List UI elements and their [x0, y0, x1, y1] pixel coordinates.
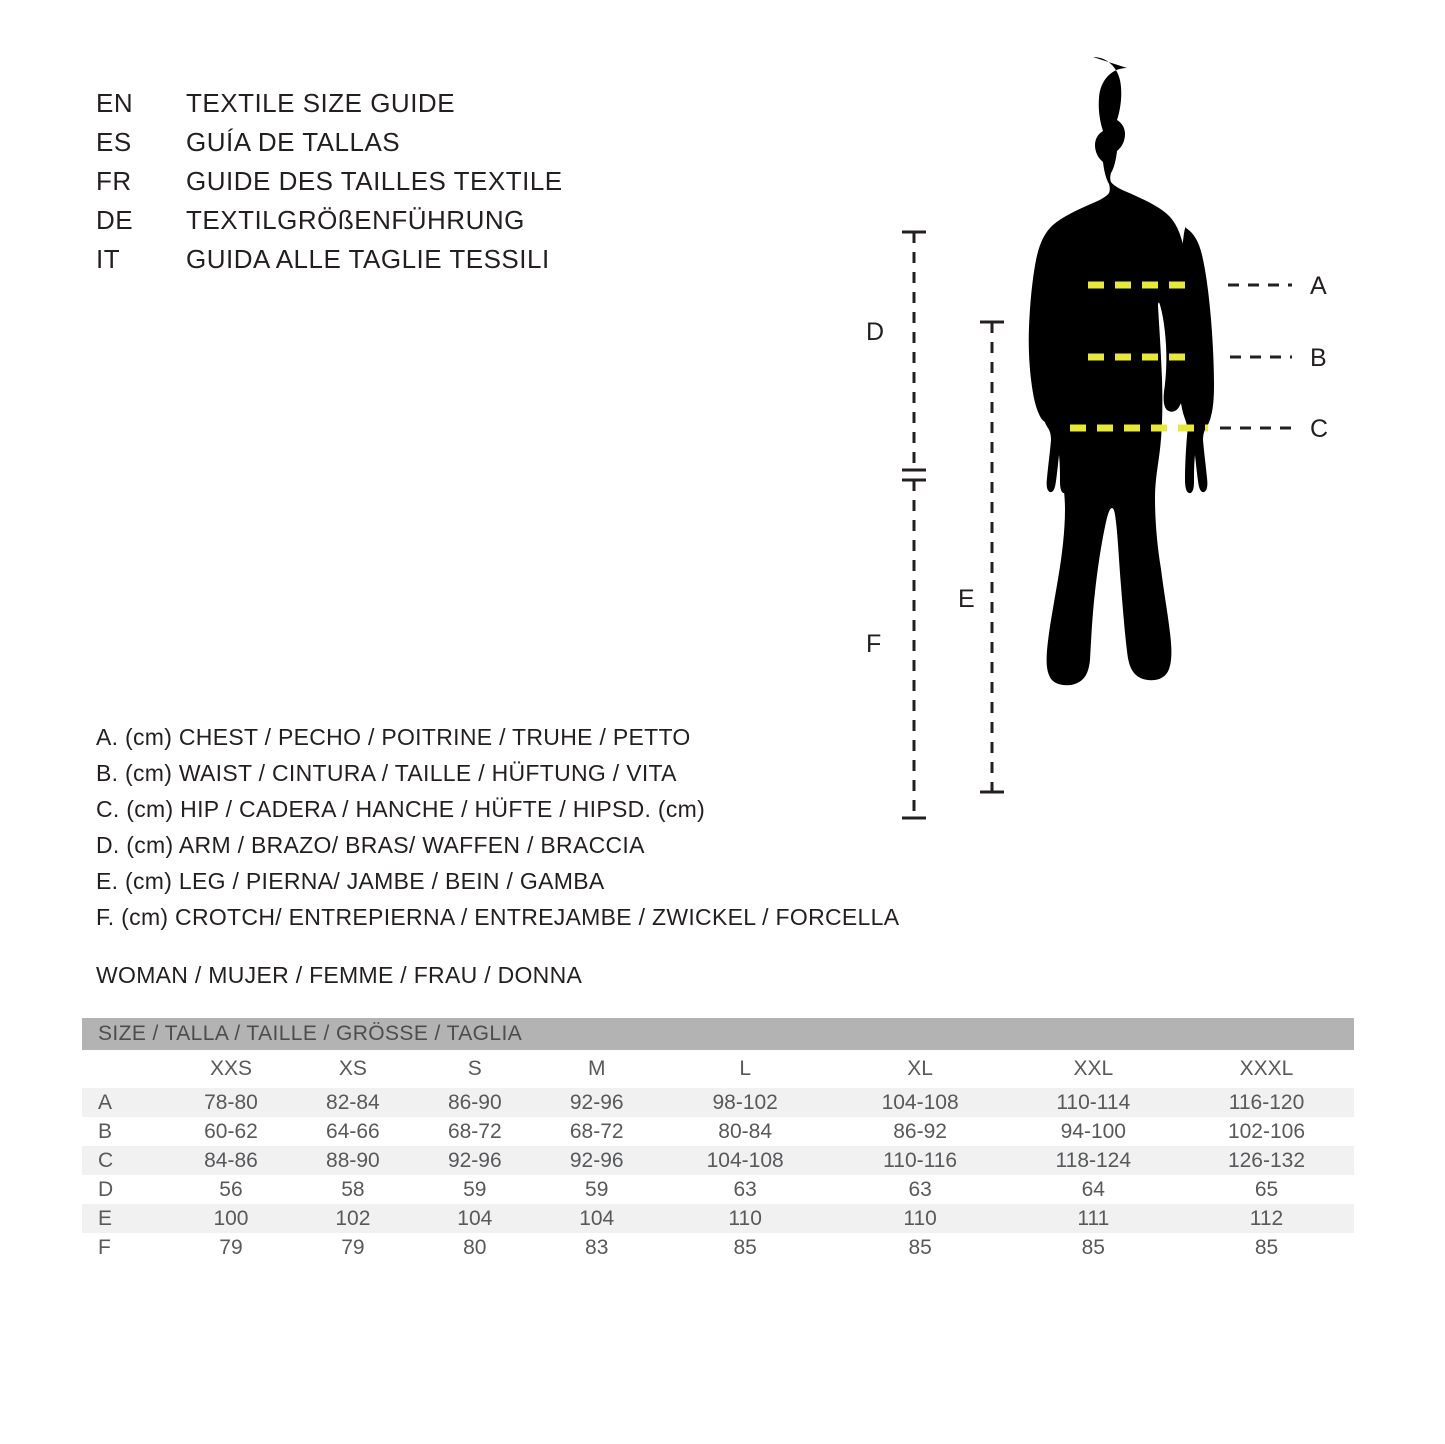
legend-item-e: E. (cm) LEG / PIERNA/ JAMBE / BEIN / GAMBA	[96, 868, 605, 894]
callout-label-c: C	[1310, 415, 1329, 443]
language-code: IT	[96, 244, 121, 274]
cell-c-s: 92-96	[414, 1146, 536, 1175]
cell-f-xxl: 85	[1008, 1233, 1179, 1262]
table-row	[82, 1175, 1354, 1204]
corner-cell	[82, 1050, 170, 1088]
language-code: DE	[96, 205, 134, 235]
cell-a-xxs: 78-80	[170, 1088, 292, 1117]
language-title: GUIDE DES TAILLES TEXTILE	[186, 166, 563, 196]
cell-f-xxs: 79	[170, 1233, 292, 1262]
cell-c-xxl: 118-124	[1008, 1146, 1179, 1175]
cell-d-xl: 63	[833, 1175, 1008, 1204]
language-code: EN	[96, 88, 134, 118]
bracket-label-d: D	[866, 318, 885, 346]
language-row	[96, 127, 563, 166]
table-row	[82, 1146, 1354, 1175]
cell-b-s: 68-72	[414, 1117, 536, 1146]
cell-e-xxxl: 112	[1179, 1204, 1354, 1233]
column-header-xxs: XXS	[170, 1050, 292, 1088]
row-label-c: C	[82, 1146, 170, 1175]
cell-a-xxxl: 116-120	[1179, 1088, 1354, 1117]
table-row	[82, 1233, 1354, 1262]
cell-d-s: 59	[414, 1175, 536, 1204]
row-label-e: E	[82, 1204, 170, 1233]
bracket-label-f: F	[866, 630, 882, 658]
language-code: FR	[96, 166, 132, 196]
callout-label-b: B	[1310, 344, 1327, 372]
language-title-block	[96, 88, 563, 283]
cell-d-xxl: 64	[1008, 1175, 1179, 1204]
column-header-l: L	[658, 1050, 833, 1088]
cell-a-s: 86-90	[414, 1088, 536, 1117]
column-header-s: S	[414, 1050, 536, 1088]
cell-b-xxl: 94-100	[1008, 1117, 1179, 1146]
size-band-label: SIZE / TALLA / TAILLE / GRÖSSE / TAGLIA	[82, 1018, 1354, 1050]
cell-f-l: 85	[658, 1233, 833, 1262]
crotch-bracket-f	[902, 480, 926, 818]
cell-e-xxs: 100	[170, 1204, 292, 1233]
cell-d-xxs: 56	[170, 1175, 292, 1204]
language-row	[96, 88, 563, 127]
cell-b-xs: 64-66	[292, 1117, 414, 1146]
cell-e-xs: 102	[292, 1204, 414, 1233]
table-row	[82, 1117, 1354, 1146]
row-label-a: A	[82, 1088, 170, 1117]
cell-d-xs: 58	[292, 1175, 414, 1204]
table-row	[82, 1204, 1354, 1233]
table-band-row	[82, 1018, 1354, 1050]
size-table	[82, 1018, 1354, 1262]
arm-bracket-d	[902, 232, 926, 470]
cell-c-xs: 88-90	[292, 1146, 414, 1175]
table-row	[82, 1088, 1354, 1117]
cell-d-m: 59	[536, 1175, 658, 1204]
language-title: TEXTILE SIZE GUIDE	[186, 88, 456, 118]
column-header-xxl: XXL	[1008, 1050, 1179, 1088]
cell-e-xxl: 111	[1008, 1204, 1179, 1233]
cell-e-s: 104	[414, 1204, 536, 1233]
cell-b-xl: 86-92	[833, 1117, 1008, 1146]
cell-f-m: 83	[536, 1233, 658, 1262]
cell-f-xxxl: 85	[1179, 1233, 1354, 1262]
cell-a-l: 98-102	[658, 1088, 833, 1117]
cell-b-l: 80-84	[658, 1117, 833, 1146]
gender-label: WOMAN / MUJER / FEMME / FRAU / DONNA	[96, 962, 583, 988]
leg-bracket-e	[980, 322, 1004, 792]
measurement-legend	[96, 724, 899, 940]
cell-a-m: 92-96	[536, 1088, 658, 1117]
cell-d-xxxl: 65	[1179, 1175, 1354, 1204]
language-row	[96, 244, 563, 283]
row-label-f: F	[82, 1233, 170, 1262]
cell-c-xxs: 84-86	[170, 1146, 292, 1175]
legend-item-f: F. (cm) CROTCH/ ENTREPIERNA / ENTREJAMBE / ZWICKEL / FORCELLA	[96, 904, 900, 930]
row-label-d: D	[82, 1175, 170, 1204]
language-title: GUIDA ALLE TAGLIE TESSILI	[186, 244, 550, 274]
language-code: ES	[96, 127, 132, 157]
cell-c-xxxl: 126-132	[1179, 1146, 1354, 1175]
language-row	[96, 205, 563, 244]
cell-e-l: 110	[658, 1204, 833, 1233]
cell-a-xxl: 110-114	[1008, 1088, 1179, 1117]
language-title: TEXTILGRÖßENFÜHRUNG	[186, 205, 525, 235]
figure-diagram	[840, 50, 1400, 910]
cell-c-m: 92-96	[536, 1146, 658, 1175]
legend-item-b: B. (cm) WAIST / CINTURA / TAILLE / HÜFTUNG / VITA	[96, 760, 677, 786]
cell-c-l: 104-108	[658, 1146, 833, 1175]
callout-label-a: A	[1310, 272, 1327, 300]
legend-item-d: D. (cm) ARM / BRAZO/ BRAS/ WAFFEN / BRACCIA	[96, 832, 645, 858]
bracket-label-e: E	[958, 585, 975, 613]
row-label-b: B	[82, 1117, 170, 1146]
cell-f-xl: 85	[833, 1233, 1008, 1262]
silhouette-svg	[840, 50, 1400, 910]
cell-b-m: 68-72	[536, 1117, 658, 1146]
table-header-row	[82, 1050, 1354, 1088]
cell-a-xs: 82-84	[292, 1088, 414, 1117]
cell-b-xxxl: 102-106	[1179, 1117, 1354, 1146]
legend-item-c: C. (cm) HIP / CADERA / HANCHE / HÜFTE / HIPSD. (cm)	[96, 796, 706, 822]
cell-d-l: 63	[658, 1175, 833, 1204]
cell-c-xl: 110-116	[833, 1146, 1008, 1175]
woman-silhouette-icon	[1029, 57, 1214, 685]
column-header-xxxl: XXXL	[1179, 1050, 1354, 1088]
cell-a-xl: 104-108	[833, 1088, 1008, 1117]
cell-e-m: 104	[536, 1204, 658, 1233]
cell-b-xxs: 60-62	[170, 1117, 292, 1146]
cell-f-xs: 79	[292, 1233, 414, 1262]
language-title: GUÍA DE TALLAS	[186, 127, 401, 157]
legend-item-a: A. (cm) CHEST / PECHO / POITRINE / TRUHE / PETTO	[96, 724, 691, 750]
column-header-m: M	[536, 1050, 658, 1088]
cell-f-s: 80	[414, 1233, 536, 1262]
column-header-xs: XS	[292, 1050, 414, 1088]
column-header-xl: XL	[833, 1050, 1008, 1088]
language-row	[96, 166, 563, 205]
cell-e-xl: 110	[833, 1204, 1008, 1233]
